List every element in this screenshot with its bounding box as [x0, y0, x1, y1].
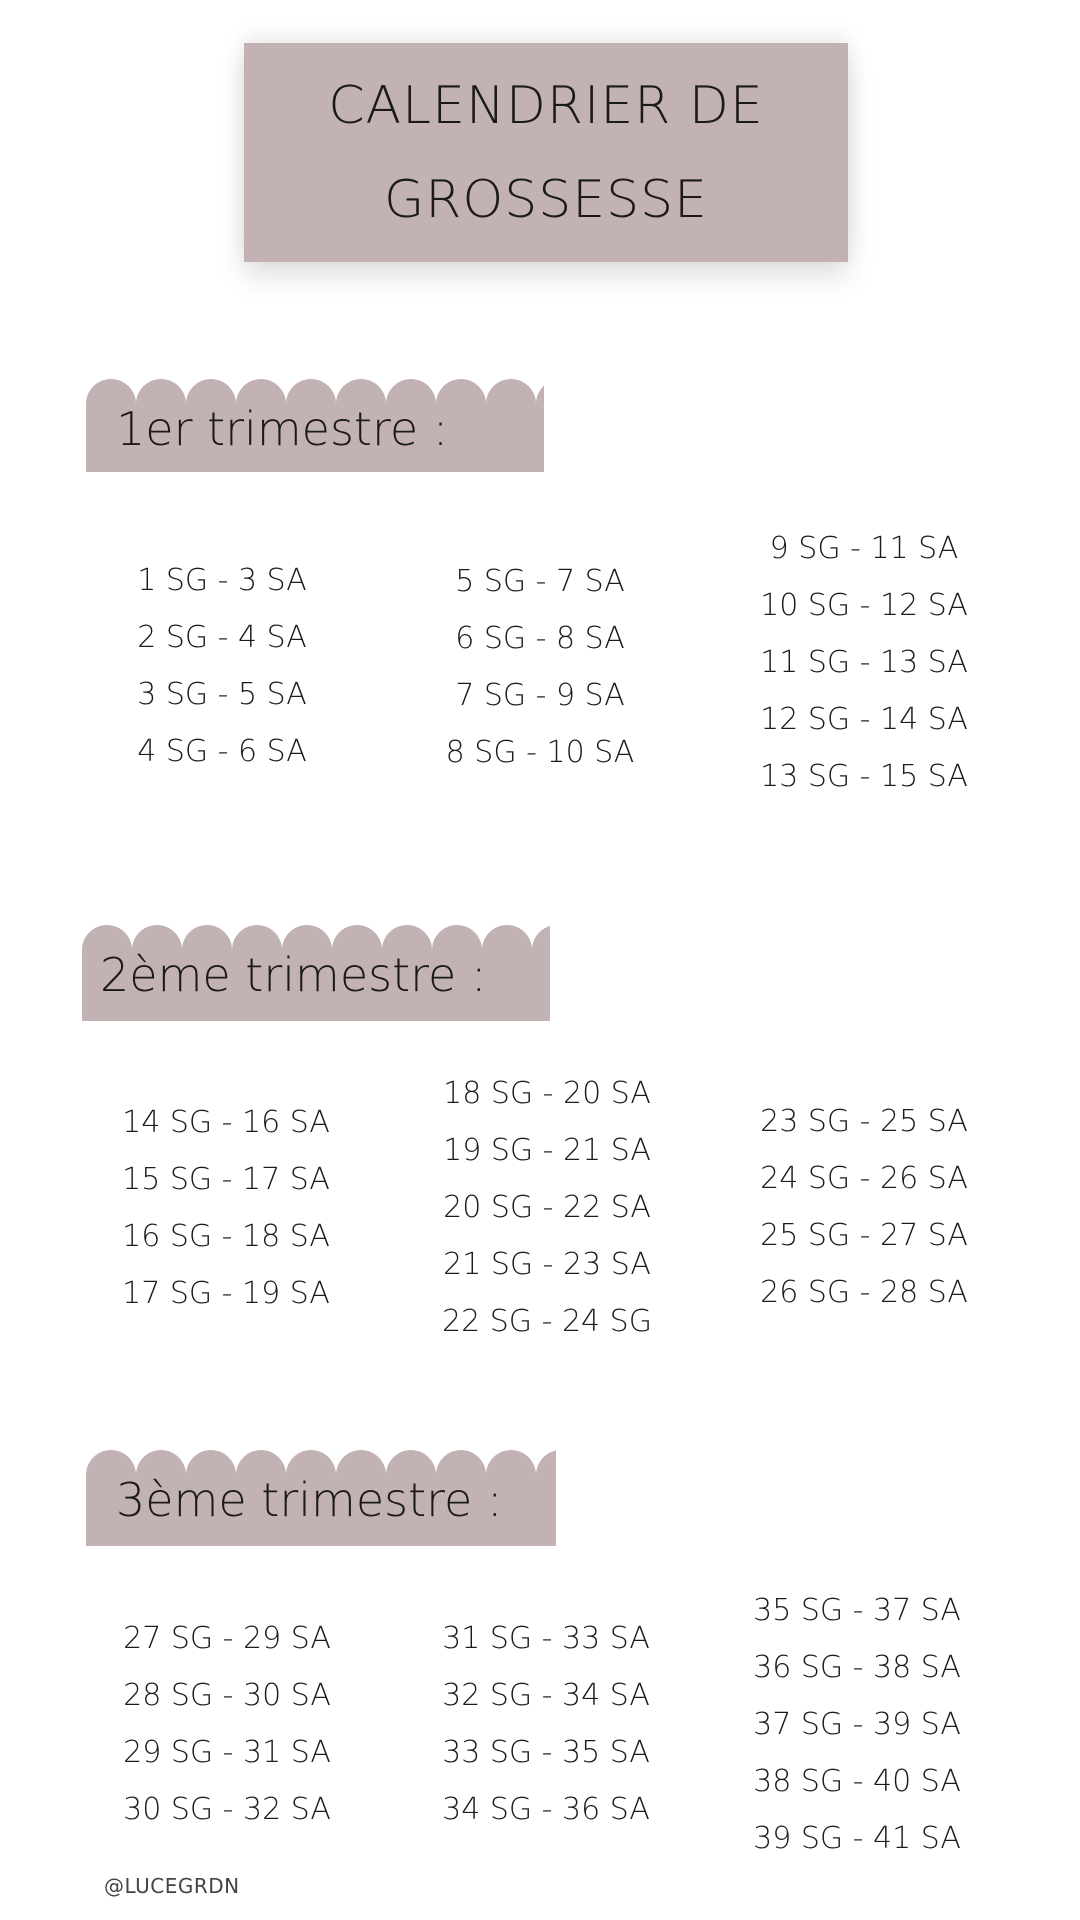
week-column-1-2	[446, 553, 635, 781]
week-entry: 17 SG - 19 SA	[122, 1276, 330, 1311]
week-entry: 31 SG - 33 SA	[442, 1621, 650, 1656]
title-line-2: GROSSESSE	[383, 169, 709, 230]
week-column-3-2	[442, 1610, 650, 1838]
week-entry: 9 SG - 11 SA	[769, 531, 959, 566]
week-entry: 20 SG - 22 SA	[443, 1190, 651, 1225]
week-entry: 34 SG - 36 SA	[442, 1792, 650, 1827]
week-entry: 6 SG - 8 SA	[455, 621, 625, 656]
week-entry: 28 SG - 30 SA	[123, 1678, 331, 1713]
week-entry: 30 SG - 32 SA	[123, 1792, 331, 1827]
week-entry: 14 SG - 16 SA	[122, 1105, 330, 1140]
week-column-2-1	[122, 1094, 330, 1322]
week-entry: 32 SG - 34 SA	[442, 1678, 650, 1713]
week-entry: 2 SG - 4 SA	[137, 620, 307, 655]
week-entry: 33 SG - 35 SA	[442, 1735, 650, 1770]
week-column-3-1	[123, 1610, 331, 1838]
week-entry: 22 SG - 24 SG	[442, 1304, 652, 1339]
author-handle: @LUCEGRDN	[104, 1874, 240, 1898]
week-entry: 21 SG - 23 SA	[443, 1247, 651, 1282]
week-entry: 11 SG - 13 SA	[760, 645, 968, 680]
title-banner	[244, 43, 848, 262]
week-column-3-3	[753, 1582, 961, 1867]
trimester-banner-3	[86, 1450, 556, 1546]
week-entry: 36 SG - 38 SA	[753, 1650, 961, 1685]
week-entry: 8 SG - 10 SA	[445, 735, 635, 770]
week-entry: 5 SG - 7 SA	[455, 564, 625, 599]
week-entry: 1 SG - 3 SA	[137, 563, 307, 598]
week-entry: 10 SG - 12 SA	[760, 588, 968, 623]
trimester-label-1: 1er trimestre :	[116, 402, 449, 456]
week-entry: 38 SG - 40 SA	[753, 1764, 961, 1799]
week-entry: 15 SG - 17 SA	[122, 1162, 330, 1197]
week-entry: 25 SG - 27 SA	[760, 1218, 968, 1253]
week-entry: 24 SG - 26 SA	[760, 1161, 968, 1196]
trimester-label-2: 2ème trimestre :	[100, 948, 487, 1002]
trimester-banner-2	[82, 925, 550, 1021]
week-column-2-3	[760, 1093, 968, 1321]
trimester-label-3: 3ème trimestre :	[116, 1473, 503, 1527]
week-entry: 18 SG - 20 SA	[443, 1076, 651, 1111]
week-entry: 37 SG - 39 SA	[753, 1707, 961, 1742]
week-entry: 27 SG - 29 SA	[123, 1621, 331, 1656]
week-entry: 23 SG - 25 SA	[760, 1104, 968, 1139]
week-entry: 3 SG - 5 SA	[137, 677, 307, 712]
week-entry: 39 SG - 41 SA	[753, 1821, 961, 1856]
week-entry: 29 SG - 31 SA	[123, 1735, 331, 1770]
week-entry: 7 SG - 9 SA	[455, 678, 625, 713]
week-column-1-1	[137, 552, 307, 780]
week-column-2-2	[442, 1065, 652, 1350]
week-entry: 35 SG - 37 SA	[753, 1593, 961, 1628]
week-column-1-3	[760, 520, 968, 805]
week-entry: 4 SG - 6 SA	[137, 734, 307, 769]
week-entry: 12 SG - 14 SA	[760, 702, 968, 737]
week-entry: 19 SG - 21 SA	[443, 1133, 651, 1168]
title-line-1: CALENDRIER DE	[328, 75, 764, 136]
trimester-banner-1	[86, 379, 544, 472]
week-entry: 26 SG - 28 SA	[760, 1275, 968, 1310]
week-entry: 16 SG - 18 SA	[122, 1219, 330, 1254]
week-entry: 13 SG - 15 SA	[760, 759, 968, 794]
